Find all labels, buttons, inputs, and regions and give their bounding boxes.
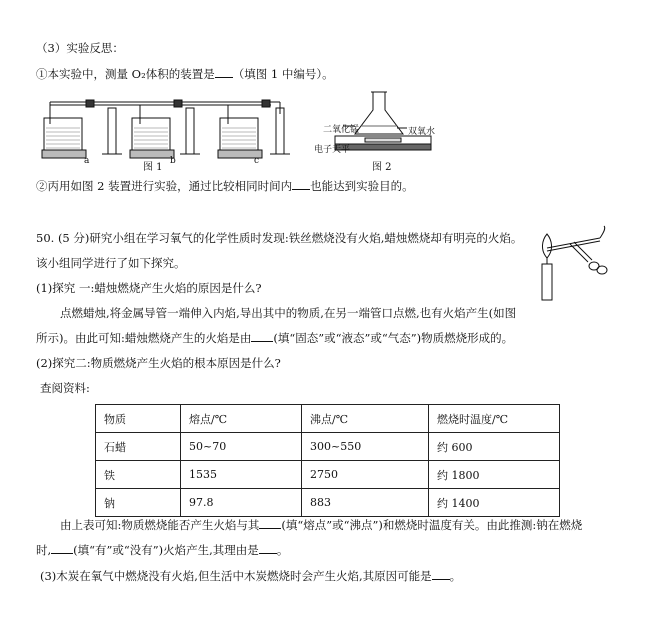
table-cell: 约 1400 bbox=[429, 489, 560, 517]
table-cell: 883 bbox=[302, 489, 429, 517]
figure1-label-a: a bbox=[84, 156, 90, 166]
question-1-suffix: （填图 1 中编号）。 bbox=[232, 67, 334, 81]
table-cell: 约 600 bbox=[429, 433, 560, 461]
question-1-text: ①本实验中，测量 O₂体积的装置是 bbox=[36, 67, 215, 81]
table-cell: 97.8 bbox=[181, 489, 302, 517]
table-cell: 2750 bbox=[302, 461, 429, 489]
answer-blank bbox=[251, 331, 273, 342]
conclusion-1-text: 由上表可知:物质燃烧能否产生火焰与其 bbox=[60, 518, 260, 532]
conclusion-1 bbox=[60, 517, 582, 533]
table-header: 物质 bbox=[96, 405, 181, 433]
table-row bbox=[96, 461, 560, 489]
answer-blank bbox=[432, 569, 450, 580]
conclusion-2-mid: (填“有”或“没有”)火焰产生,其理由是 bbox=[73, 543, 259, 557]
figure2-caption: 图 2 bbox=[372, 162, 392, 173]
question-3-text: (3)木炭在氧气中燃烧没有火焰,但生活中木炭燃烧时会产生火焰,其原因可能是 bbox=[40, 569, 432, 583]
table-cell: 约 1800 bbox=[429, 461, 560, 489]
table-cell: 300~550 bbox=[302, 433, 429, 461]
explore-1-suffix: (填“固态”或“液态”或“气态”)物质燃烧形成的。 bbox=[273, 331, 514, 345]
q50-explore-1-body-2 bbox=[36, 330, 513, 346]
table-header: 熔点/℃ bbox=[181, 405, 302, 433]
table-cell: 50~70 bbox=[181, 433, 302, 461]
q50-intro-1: 50. (5 分)研究小组在学习氧气的化学性质时发现:铁丝燃烧没有火焰,蜡烛燃烧却有明亮的火焰。 bbox=[36, 231, 523, 245]
figure2-label-mno2: 二氧化锰 bbox=[323, 125, 360, 135]
answer-blank bbox=[215, 67, 233, 78]
table-cell: 1535 bbox=[181, 461, 302, 489]
q50-explore-2: (2)探究二:物质燃烧产生火焰的根本原因是什么? bbox=[36, 356, 281, 370]
question-2-text: ②丙用如图 2 装置进行实验，通过比较相同时间内 bbox=[36, 179, 293, 193]
conclusion-2-text: 时, bbox=[36, 543, 52, 557]
q50-intro-2: 该小组同学进行了如下探究。 bbox=[36, 256, 186, 270]
figure2-label-balance: 电子天平 bbox=[314, 145, 351, 155]
figure1-label-b: b bbox=[170, 156, 176, 166]
question-2 bbox=[36, 178, 414, 194]
reference-label: 查阅资料: bbox=[40, 381, 90, 395]
answer-blank bbox=[259, 543, 277, 554]
question-2-suffix: 也能达到实验目的。 bbox=[310, 179, 414, 193]
question-3-suffix: 。 bbox=[449, 569, 462, 583]
figure1-caption: 图 1 bbox=[143, 162, 163, 173]
table-header-row bbox=[96, 405, 560, 433]
table-header: 燃烧时温度/℃ bbox=[429, 405, 560, 433]
table-cell: 钠 bbox=[96, 489, 181, 517]
candle-experiment-figure bbox=[530, 226, 620, 306]
question-3 bbox=[40, 568, 461, 584]
table-row bbox=[96, 489, 560, 517]
table-cell: 铁 bbox=[96, 461, 181, 489]
answer-blank bbox=[292, 179, 310, 190]
conclusion-2-suffix: 。 bbox=[276, 543, 289, 557]
figure2-label-h2o2: 双氧水 bbox=[408, 127, 436, 137]
question-1 bbox=[36, 66, 334, 82]
conclusion-1-suffix: (填“熔点”或“沸点”)和燃烧时温度有关。由此推测:钠在燃烧 bbox=[281, 518, 583, 532]
table-cell: 石蜡 bbox=[96, 433, 181, 461]
table-header: 沸点/℃ bbox=[302, 405, 429, 433]
explore-1-text: 所示)。由此可知:蜡烛燃烧产生的火焰是由 bbox=[36, 331, 252, 345]
table-row bbox=[96, 433, 560, 461]
q50-explore-1-body-1: 点燃蜡烛,将金属导管一端伸入内焰,导出其中的物质,在另一端管口点燃,也有火焰产生(如图 bbox=[60, 306, 517, 320]
figure1-label-c: c bbox=[254, 156, 260, 166]
conclusion-2 bbox=[36, 542, 288, 558]
answer-blank bbox=[51, 543, 73, 554]
figure1-apparatus bbox=[36, 94, 306, 164]
answer-blank bbox=[259, 518, 281, 529]
properties-table bbox=[95, 404, 560, 517]
q50-explore-1: (1)探究 一:蜡烛燃烧产生火焰的原因是什么? bbox=[36, 281, 262, 295]
section3-heading: （3）实验反思： bbox=[36, 41, 124, 55]
